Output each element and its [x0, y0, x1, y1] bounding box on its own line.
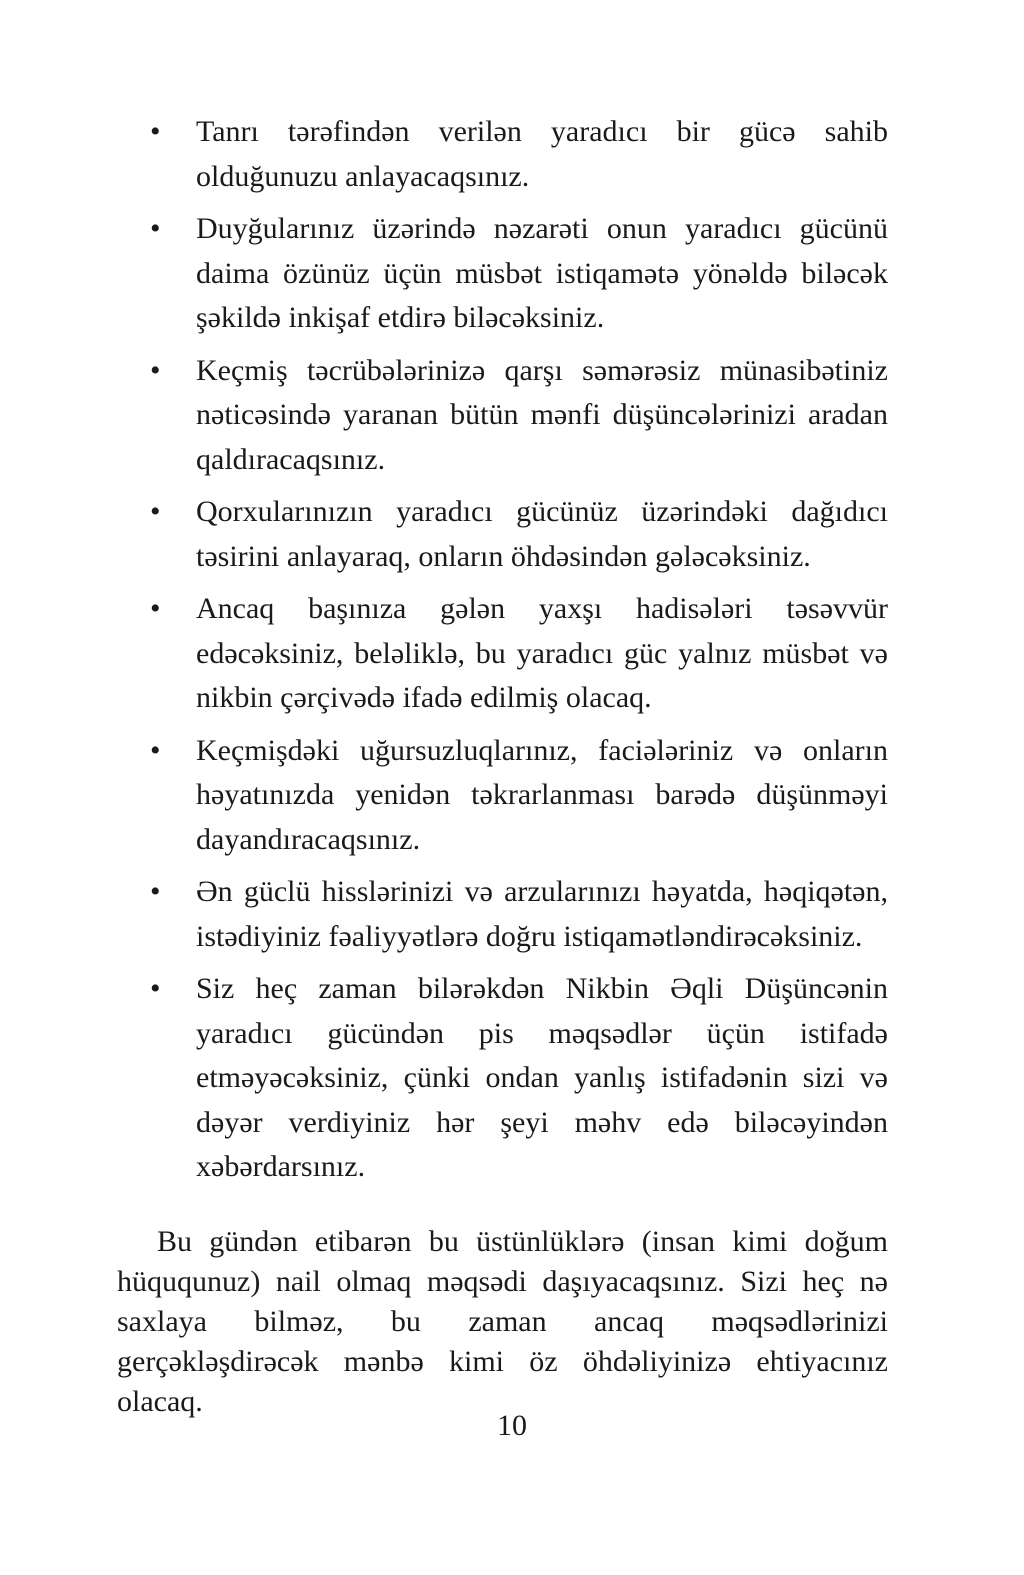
- list-item: [146, 587, 888, 721]
- bullet-icon: •: [150, 592, 161, 625]
- bullet-text: Keçmişdəki uğursuzluqlarınız, faciələriniz və onların həyatınızda yenidən təkrarlanması barədə düşünməyi dayandıracaqsınız.: [196, 733, 888, 856]
- page-number: 10: [497, 1409, 527, 1442]
- bullet-list: [146, 110, 888, 1198]
- list-item: [146, 870, 888, 959]
- bullet-icon: •: [150, 353, 161, 387]
- list-item: [146, 110, 888, 199]
- bullet-text: Tanrı tərəfindən verilən yaradıcı bir gücə sahib olduğunuzu anlayacaqsınız.: [196, 115, 888, 193]
- bullet-text: Ancaq başınıza gələn yaxşı hadisələri təsəvvür edəcəksiniz, beləliklə, bu yaradıcı güc yalnız müsbət və nikbin çərçivədə ifadə edilmiş olacaq.: [196, 592, 888, 714]
- list-item: [146, 729, 888, 863]
- bullet-text: Ən güclü hisslərinizi və arzularınızı həyatda, həqiqətən, istədiyiniz fəaliyyətlərə doğru istiqamətləndirəcəksiniz.: [196, 875, 888, 953]
- bullet-text: Siz heç zaman bilərəkdən Nikbin Əqli Düşüncənin yaradıcı gücündən pis məqsədlər üçün istifadə etməyəcəksiniz, çünki ondan yanlış istifadənin sizi və dəyər verdiyiniz hər şeyi məhv edə biləcəyindən xəbərdarsınız.: [196, 972, 888, 1183]
- bullet-text: Qorxularınızın yaradıcı gücünüz üzərindəki dağıdıcı təsirini anlayaraq, onların öhdəsindən gələcəksiniz.: [196, 495, 888, 573]
- bullet-icon: •: [150, 115, 161, 148]
- body-paragraph: Bu gündən etibarən bu üstünlüklərə (insan kimi doğum hüququnuz) nail olmaq məqsədi daşıyacaqsınız. Sizi heç nə saxlaya bilməz, bu zaman ancaq məqsədlərinizi gerçəkləşdirəcək mənbə kimi öz öhdəliyinizə ehtiyacınız olacaq.: [117, 1225, 888, 1418]
- list-item: [146, 490, 888, 579]
- bullet-icon: •: [150, 495, 161, 528]
- bullet-icon: •: [150, 733, 161, 767]
- bullet-icon: •: [150, 212, 161, 245]
- bullet-icon: •: [150, 972, 161, 1005]
- list-item: [146, 207, 888, 341]
- bullet-text: Duyğularınız üzərində nəzarəti onun yaradıcı gücünü daima özünüz üçün müsbət istiqamətə yönəldə biləcək şəkildə inkişaf etdirə biləcəksiniz.: [196, 212, 888, 334]
- bullet-icon: •: [150, 875, 161, 908]
- list-item: [146, 349, 888, 483]
- list-item: [146, 967, 888, 1190]
- bullet-text: Keçmiş təcrübələrinizə qarşı səmərəsiz münasibətiniz nəticəsində yaranan bütün mənfi düşüncələrinizi aradan qaldıracaqsınız.: [196, 353, 888, 476]
